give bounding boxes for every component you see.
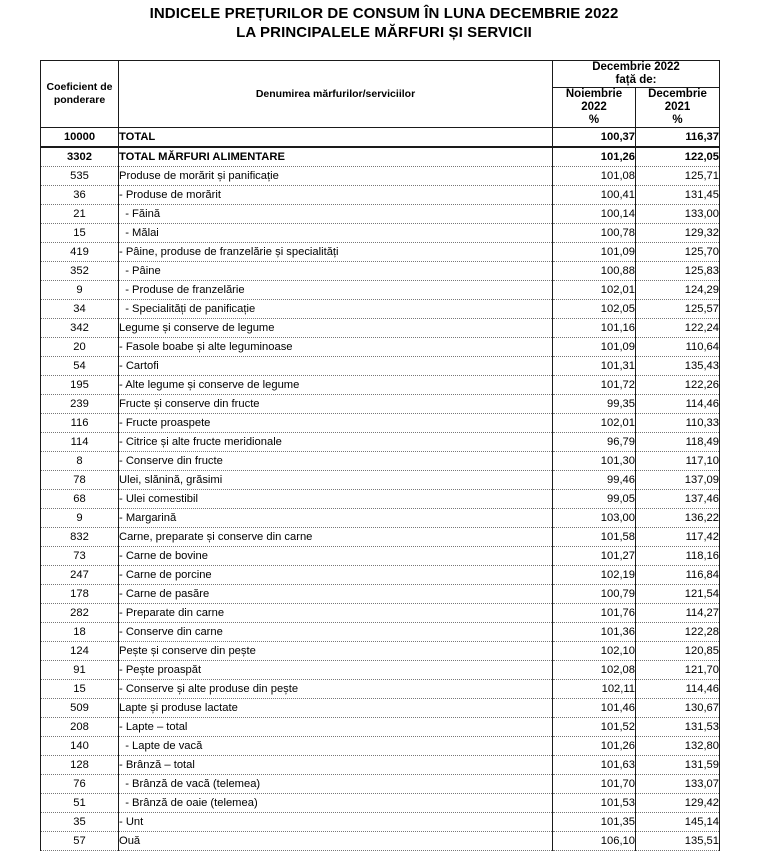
cell-v2: 122,24: [636, 319, 720, 338]
page-subtitle: LA PRINCIPALELE MĂRFURI ȘI SERVICII: [236, 24, 532, 41]
cell-coef: 342: [41, 319, 119, 338]
cell-v1: 99,05: [553, 490, 636, 509]
table-row: [41, 147, 720, 167]
cell-v2: 137,46: [636, 490, 720, 509]
cell-v2: 125,83: [636, 262, 720, 281]
cell-v1: 106,10: [553, 832, 636, 851]
header-vs-december-2021: Decembrie 2021 %: [636, 88, 720, 128]
table-row: [41, 395, 720, 414]
cell-v1: 101,08: [553, 167, 636, 186]
price-index-table: [40, 60, 720, 851]
cell-v1: 101,31: [553, 357, 636, 376]
table-row: [41, 623, 720, 642]
cell-v1: 101,26: [553, 737, 636, 756]
header-item-name: Denumirea mărfurilor/serviciilor: [119, 61, 553, 128]
cell-coef: 76: [41, 775, 119, 794]
table-row: [41, 509, 720, 528]
table-row: [41, 813, 720, 832]
page-title: INDICELE PREȚURILOR DE CONSUM ÎN LUNA DECEMBRIE 2022: [149, 5, 619, 22]
cell-v2: 135,51: [636, 832, 720, 851]
cell-v2: 117,10: [636, 452, 720, 471]
table-body: [41, 128, 720, 851]
cell-v1: 102,05: [553, 300, 636, 319]
cell-v1: 101,09: [553, 243, 636, 262]
cell-coef: 208: [41, 718, 119, 737]
cell-name: Legume și conserve de legume: [119, 319, 553, 338]
cell-v2: 124,29: [636, 281, 720, 300]
cell-name: - Conserve și alte produse din pește: [119, 680, 553, 699]
cell-v1: 100,88: [553, 262, 636, 281]
table-row: [41, 338, 720, 357]
cell-v1: 100,37: [553, 128, 636, 148]
cell-v1: 103,00: [553, 509, 636, 528]
table-row: [41, 452, 720, 471]
cell-coef: 114: [41, 433, 119, 452]
header-vs-november-2022: Noiembrie 2022 %: [553, 88, 636, 128]
cell-coef: 140: [41, 737, 119, 756]
cell-v1: 101,53: [553, 794, 636, 813]
cell-v1: 102,10: [553, 642, 636, 661]
cell-v2: 131,53: [636, 718, 720, 737]
cell-name: - Produse de franzelărie: [119, 281, 553, 300]
cell-coef: 195: [41, 376, 119, 395]
cell-name: - Citrice și alte fructe meridionale: [119, 433, 553, 452]
cell-v1: 101,76: [553, 604, 636, 623]
table-row: [41, 300, 720, 319]
cell-v2: 145,14: [636, 813, 720, 832]
table-row: [41, 528, 720, 547]
cell-coef: 57: [41, 832, 119, 851]
cell-v2: 117,42: [636, 528, 720, 547]
cell-coef: 509: [41, 699, 119, 718]
table-row: [41, 490, 720, 509]
cell-name: TOTAL: [119, 128, 553, 148]
cell-v2: 122,28: [636, 623, 720, 642]
cell-name: - Conserve din fructe: [119, 452, 553, 471]
cell-coef: 239: [41, 395, 119, 414]
cell-v1: 96,79: [553, 433, 636, 452]
cell-name: - Specialități de panificație: [119, 300, 553, 319]
cell-name: - Lapte de vacă: [119, 737, 553, 756]
table-row: [41, 756, 720, 775]
table-row: [41, 224, 720, 243]
table-row: [41, 794, 720, 813]
cell-v1: 101,35: [553, 813, 636, 832]
table-row: [41, 414, 720, 433]
table-row: [41, 376, 720, 395]
cell-v2: 121,70: [636, 661, 720, 680]
table-row: [41, 262, 720, 281]
cell-v2: 125,71: [636, 167, 720, 186]
cell-name: Lapte și produse lactate: [119, 699, 553, 718]
cell-v2: 130,67: [636, 699, 720, 718]
cell-coef: 35: [41, 813, 119, 832]
cell-coef: 15: [41, 680, 119, 699]
table-row: [41, 128, 720, 148]
table-row: [41, 642, 720, 661]
cell-v2: 132,80: [636, 737, 720, 756]
table-row: [41, 566, 720, 585]
cell-v1: 102,11: [553, 680, 636, 699]
header-weight-coefficient: Coeficient de ponderare: [41, 61, 119, 128]
cell-v2: 125,70: [636, 243, 720, 262]
table-row: [41, 699, 720, 718]
cell-coef: 3302: [41, 147, 119, 167]
cell-name: - Ulei comestibil: [119, 490, 553, 509]
cell-v1: 102,19: [553, 566, 636, 585]
cell-v1: 101,09: [553, 338, 636, 357]
cell-coef: 78: [41, 471, 119, 490]
cell-coef: 9: [41, 509, 119, 528]
cell-coef: 54: [41, 357, 119, 376]
cell-coef: 9: [41, 281, 119, 300]
cell-coef: 68: [41, 490, 119, 509]
table-row: [41, 718, 720, 737]
cell-name: Ulei, slănină, grăsimi: [119, 471, 553, 490]
cell-name: - Fasole boabe și alte leguminoase: [119, 338, 553, 357]
cell-name: Produse de morărit și panificație: [119, 167, 553, 186]
header-december-2022-group: Decembrie 2022 față de:: [553, 61, 720, 88]
cell-coef: 8: [41, 452, 119, 471]
cell-coef: 51: [41, 794, 119, 813]
cell-coef: 15: [41, 224, 119, 243]
cell-v1: 102,08: [553, 661, 636, 680]
cell-v2: 133,07: [636, 775, 720, 794]
cell-v1: 100,79: [553, 585, 636, 604]
table-row: [41, 471, 720, 490]
cell-coef: 247: [41, 566, 119, 585]
table-row: [41, 775, 720, 794]
cell-coef: 91: [41, 661, 119, 680]
cell-name: - Carne de bovine: [119, 547, 553, 566]
table-row: [41, 832, 720, 851]
cell-v2: 118,49: [636, 433, 720, 452]
cell-v2: 122,05: [636, 147, 720, 167]
cell-coef: 178: [41, 585, 119, 604]
table-row: [41, 547, 720, 566]
cell-name: - Margarină: [119, 509, 553, 528]
cell-v1: 101,46: [553, 699, 636, 718]
cell-v2: 122,26: [636, 376, 720, 395]
cell-v2: 125,57: [636, 300, 720, 319]
cell-name: - Brânză de vacă (telemea): [119, 775, 553, 794]
cell-coef: 20: [41, 338, 119, 357]
cell-v2: 136,22: [636, 509, 720, 528]
cell-v2: 116,84: [636, 566, 720, 585]
cell-v1: 101,27: [553, 547, 636, 566]
table-row: [41, 281, 720, 300]
cell-v2: 114,46: [636, 395, 720, 414]
cell-coef: 124: [41, 642, 119, 661]
cell-v2: 137,09: [636, 471, 720, 490]
cell-coef: 116: [41, 414, 119, 433]
cell-v1: 100,41: [553, 186, 636, 205]
cell-v2: 120,85: [636, 642, 720, 661]
cell-name: - Preparate din carne: [119, 604, 553, 623]
cell-v1: 101,63: [553, 756, 636, 775]
cell-v1: 101,58: [553, 528, 636, 547]
cell-v2: 116,37: [636, 128, 720, 148]
cell-v1: 101,72: [553, 376, 636, 395]
cell-v2: 129,42: [636, 794, 720, 813]
cell-name: - Fructe proaspete: [119, 414, 553, 433]
table-row: [41, 737, 720, 756]
table-row: [41, 661, 720, 680]
cell-v2: 118,16: [636, 547, 720, 566]
cell-coef: 73: [41, 547, 119, 566]
cell-v2: 131,45: [636, 186, 720, 205]
cell-v1: 101,16: [553, 319, 636, 338]
cell-coef: 21: [41, 205, 119, 224]
cell-v1: 101,70: [553, 775, 636, 794]
cell-v2: 110,33: [636, 414, 720, 433]
cell-name: - Unt: [119, 813, 553, 832]
table-row: [41, 357, 720, 376]
cell-name: Pește și conserve din pește: [119, 642, 553, 661]
cell-v1: 99,46: [553, 471, 636, 490]
cell-v1: 102,01: [553, 281, 636, 300]
cell-v2: 114,46: [636, 680, 720, 699]
cell-v1: 99,35: [553, 395, 636, 414]
cell-v2: 114,27: [636, 604, 720, 623]
cell-name: - Carne de porcine: [119, 566, 553, 585]
cell-coef: 535: [41, 167, 119, 186]
cell-coef: 18: [41, 623, 119, 642]
cell-v1: 101,30: [553, 452, 636, 471]
table-row: [41, 604, 720, 623]
cell-v2: 129,32: [636, 224, 720, 243]
table-row: [41, 680, 720, 699]
cell-coef: 282: [41, 604, 119, 623]
cell-name: - Conserve din carne: [119, 623, 553, 642]
cell-coef: 36: [41, 186, 119, 205]
cell-coef: 832: [41, 528, 119, 547]
table-row: [41, 433, 720, 452]
cell-name: - Cartofi: [119, 357, 553, 376]
table-row: [41, 167, 720, 186]
cell-coef: 10000: [41, 128, 119, 148]
cell-coef: 352: [41, 262, 119, 281]
cell-name: - Pâine: [119, 262, 553, 281]
cell-name: - Pește proaspăt: [119, 661, 553, 680]
cell-name: - Carne de pasăre: [119, 585, 553, 604]
cell-coef: 128: [41, 756, 119, 775]
cell-v2: 110,64: [636, 338, 720, 357]
cell-name: Fructe și conserve din fructe: [119, 395, 553, 414]
cell-v1: 101,52: [553, 718, 636, 737]
cell-name: - Lapte – total: [119, 718, 553, 737]
cell-v2: 131,59: [636, 756, 720, 775]
cell-v2: 135,43: [636, 357, 720, 376]
cell-name: - Brânză – total: [119, 756, 553, 775]
table-row: [41, 585, 720, 604]
cell-name: - Brânză de oaie (telemea): [119, 794, 553, 813]
cell-coef: 34: [41, 300, 119, 319]
cell-name: - Alte legume și conserve de legume: [119, 376, 553, 395]
cell-name: - Produse de morărit: [119, 186, 553, 205]
table-row: [41, 205, 720, 224]
table-row: [41, 186, 720, 205]
cell-name: - Pâine, produse de franzelărie și specialități: [119, 243, 553, 262]
cell-name: TOTAL MĂRFURI ALIMENTARE: [119, 147, 553, 167]
cell-name: Carne, preparate și conserve din carne: [119, 528, 553, 547]
cell-coef: 419: [41, 243, 119, 262]
cell-name: Ouă: [119, 832, 553, 851]
table-row: [41, 319, 720, 338]
table-row: [41, 243, 720, 262]
cell-name: - Mălai: [119, 224, 553, 243]
cell-v1: 101,26: [553, 147, 636, 167]
cell-v1: 100,78: [553, 224, 636, 243]
cell-v1: 101,36: [553, 623, 636, 642]
cell-v1: 102,01: [553, 414, 636, 433]
cell-v2: 133,00: [636, 205, 720, 224]
cell-name: - Făină: [119, 205, 553, 224]
cell-v1: 100,14: [553, 205, 636, 224]
cell-v2: 121,54: [636, 585, 720, 604]
